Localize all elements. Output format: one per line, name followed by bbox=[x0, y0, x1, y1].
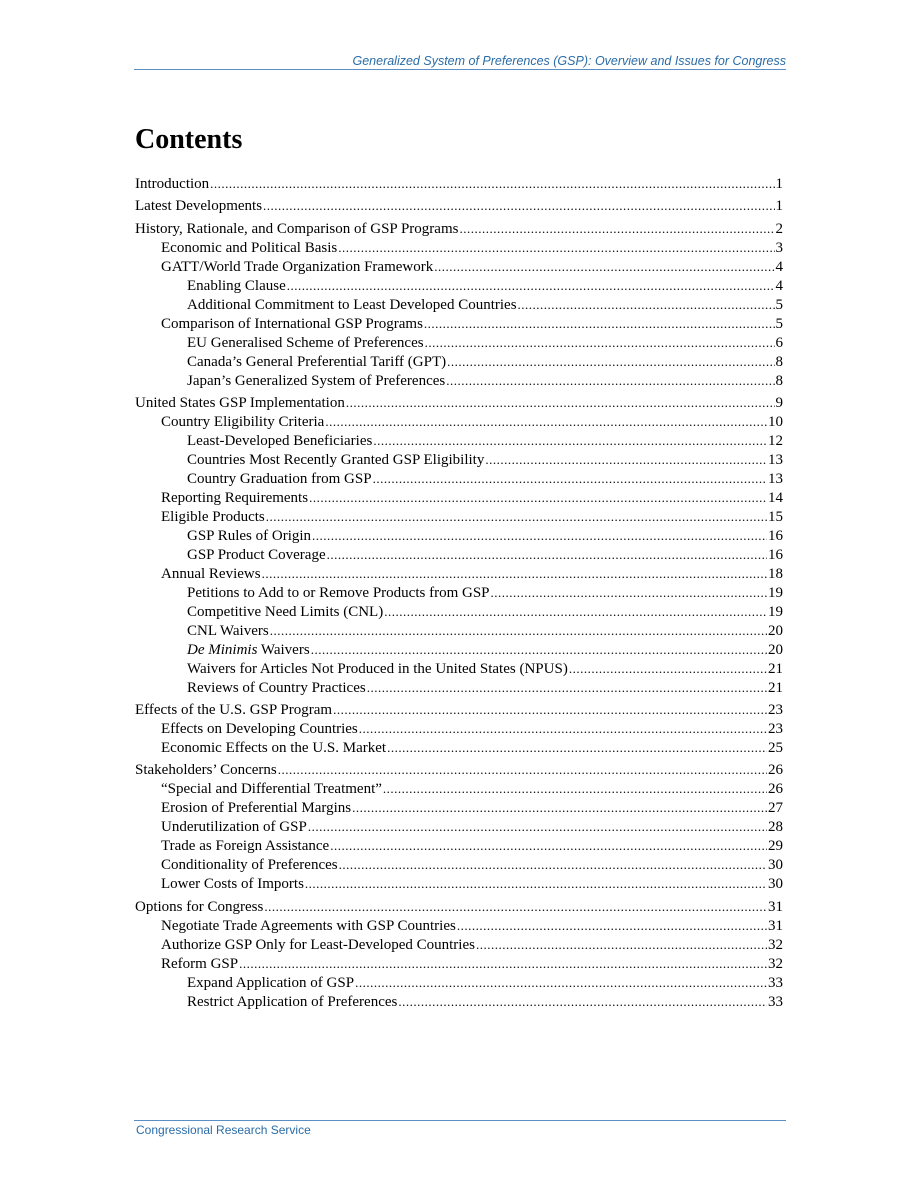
toc-entry[interactable] bbox=[135, 874, 783, 893]
toc-entry-title: EU Generalised Scheme of Preferences bbox=[187, 334, 424, 351]
toc-entry-title-rest: Waivers bbox=[257, 641, 310, 658]
toc-entry-page: 23 bbox=[768, 702, 783, 719]
toc-entry[interactable] bbox=[135, 238, 783, 257]
toc-entry-title: Reviews of Country Practices bbox=[187, 679, 366, 696]
toc-entry-page: 19 bbox=[768, 603, 783, 620]
toc-entry-page: 1 bbox=[775, 176, 783, 192]
toc-entry-leader bbox=[287, 276, 775, 295]
toc-entry-leader bbox=[569, 659, 767, 678]
toc-entry-title: Country Graduation from GSP bbox=[187, 470, 372, 487]
toc-entry-leader bbox=[266, 507, 767, 526]
toc-entry-title: Latest Developments bbox=[135, 198, 263, 215]
toc-entry-leader bbox=[352, 798, 767, 817]
toc-entry-title: Japan’s Generalized System of Preferences bbox=[187, 372, 446, 389]
toc-entry-title: Stakeholders’ Concerns bbox=[135, 762, 277, 779]
toc-entry-leader bbox=[264, 897, 767, 916]
toc-entry-leader bbox=[457, 916, 767, 935]
toc-entry-title: GSP Rules of Origin bbox=[187, 527, 312, 544]
toc-entry-leader bbox=[373, 431, 767, 450]
toc-entry-leader bbox=[325, 412, 767, 431]
toc-entry[interactable] bbox=[135, 545, 783, 564]
toc-entry[interactable] bbox=[135, 738, 783, 757]
table-of-contents bbox=[135, 174, 783, 1011]
toc-entry[interactable] bbox=[135, 257, 783, 276]
toc-entry[interactable] bbox=[135, 973, 783, 992]
toc-entry-leader bbox=[338, 238, 774, 257]
toc-entry-leader bbox=[459, 219, 774, 238]
toc-entry-leader bbox=[239, 954, 767, 973]
toc-entry-leader bbox=[446, 371, 774, 390]
toc-entry-leader bbox=[327, 545, 767, 564]
toc-entry[interactable] bbox=[135, 450, 783, 469]
toc-entry-leader bbox=[346, 393, 775, 412]
toc-entry[interactable] bbox=[135, 992, 783, 1011]
toc-entry-title: Trade as Foreign Assistance bbox=[161, 838, 330, 855]
toc-entry-page: 33 bbox=[768, 993, 783, 1010]
toc-entry[interactable] bbox=[135, 855, 783, 874]
toc-entry-leader bbox=[398, 992, 767, 1011]
toc-entry-page: 31 bbox=[768, 898, 783, 915]
toc-entry-title: Expand Application of GSP bbox=[187, 974, 355, 991]
toc-entry-title: Waivers for Articles Not Produced in the United States (NPUS) bbox=[187, 660, 568, 677]
toc-entry[interactable] bbox=[135, 779, 783, 798]
toc-entry-title: Economic Effects on the U.S. Market bbox=[161, 740, 387, 757]
toc-entry-title: GATT/World Trade Organization Framework bbox=[161, 258, 434, 275]
toc-entry-title: Least-Developed Beneficiaries bbox=[187, 432, 373, 449]
toc-entry-leader bbox=[312, 526, 767, 545]
toc-entry-title: Effects on Developing Countries bbox=[161, 721, 358, 738]
toc-entry-leader bbox=[270, 621, 767, 640]
toc-entry-page: 12 bbox=[768, 432, 783, 449]
toc-entry-title: Countries Most Recently Granted GSP Eligibility bbox=[187, 451, 485, 468]
toc-entry[interactable] bbox=[135, 333, 783, 352]
toc-entry[interactable] bbox=[135, 431, 783, 450]
toc-entry-leader bbox=[367, 678, 767, 697]
toc-entry-title: Competitive Need Limits (CNL) bbox=[187, 603, 384, 620]
toc-entry-page: 6 bbox=[775, 334, 783, 351]
toc-entry-page: 25 bbox=[768, 740, 783, 757]
toc-entry[interactable] bbox=[135, 393, 783, 412]
toc-entry-title: Lower Costs of Imports bbox=[161, 876, 304, 893]
toc-entry[interactable] bbox=[135, 897, 783, 916]
toc-entry-title: Introduction bbox=[135, 176, 210, 192]
toc-entry-leader bbox=[425, 333, 775, 352]
toc-entry-leader bbox=[434, 257, 774, 276]
toc-entry-page: 29 bbox=[768, 838, 783, 855]
toc-entry-leader bbox=[308, 817, 767, 836]
toc-entry-title: Comparison of International GSP Programs bbox=[161, 315, 423, 332]
toc-entry[interactable] bbox=[135, 469, 783, 488]
toc-entry-page: 4 bbox=[775, 258, 783, 275]
toc-entry[interactable] bbox=[135, 836, 783, 855]
toc-entry[interactable] bbox=[135, 276, 783, 295]
toc-entry-page: 3 bbox=[775, 239, 783, 256]
toc-entry-page: 26 bbox=[768, 781, 783, 798]
toc-entry-leader bbox=[262, 564, 767, 583]
toc-entry[interactable] bbox=[135, 621, 783, 640]
toc-entry-title: Restrict Application of Preferences bbox=[187, 993, 398, 1010]
toc-entry-page: 28 bbox=[768, 819, 783, 836]
contents-heading: Contents bbox=[135, 124, 243, 155]
toc-entry[interactable] bbox=[135, 760, 783, 779]
toc-entry-title: Negotiate Trade Agreements with GSP Countries bbox=[161, 917, 456, 934]
toc-entry-title: Authorize GSP Only for Least-Developed Countries bbox=[161, 936, 475, 953]
toc-entry-page: 8 bbox=[775, 353, 783, 370]
toc-entry-title: Canada’s General Preferential Tariff (GPT) bbox=[187, 353, 447, 370]
toc-entry-leader bbox=[305, 874, 767, 893]
toc-entry[interactable] bbox=[135, 583, 783, 602]
toc-entry-leader bbox=[311, 640, 767, 659]
toc-entry-leader bbox=[263, 196, 774, 215]
toc-entry-page: 33 bbox=[768, 974, 783, 991]
toc-entry-page: 15 bbox=[768, 508, 783, 525]
toc-entry-page: 32 bbox=[768, 955, 783, 972]
toc-entry-title-italic: De Minimis bbox=[187, 641, 258, 658]
toc-entry-title: Enabling Clause bbox=[187, 277, 286, 294]
toc-entry-title: Reform GSP bbox=[161, 955, 239, 972]
footer-rule bbox=[134, 1120, 786, 1121]
toc-entry-page: 9 bbox=[775, 394, 783, 411]
toc-entry-leader bbox=[485, 450, 767, 469]
toc-entry-leader bbox=[210, 174, 774, 193]
toc-entry[interactable] bbox=[135, 564, 783, 583]
toc-entry-page: 31 bbox=[768, 917, 783, 934]
toc-entry-title: Effects of the U.S. GSP Program bbox=[135, 702, 333, 719]
toc-entry-leader bbox=[387, 738, 767, 757]
toc-entry-title: Erosion of Preferential Margins bbox=[161, 800, 352, 817]
toc-entry[interactable] bbox=[135, 526, 783, 545]
toc-entry-title: Reporting Requirements bbox=[161, 489, 309, 506]
toc-entry-page: 16 bbox=[768, 546, 783, 563]
toc-entry[interactable] bbox=[135, 954, 783, 973]
toc-entry-page: 5 bbox=[775, 296, 783, 313]
toc-entry-page: 27 bbox=[768, 800, 783, 817]
toc-entry-leader bbox=[330, 836, 767, 855]
toc-entry-title: Petitions to Add to or Remove Products from GSP bbox=[187, 584, 490, 601]
toc-entry-leader bbox=[333, 700, 767, 719]
toc-entry-title: CNL Waivers bbox=[187, 622, 269, 639]
toc-entry-title: Underutilization of GSP bbox=[161, 819, 307, 836]
toc-entry[interactable] bbox=[135, 314, 783, 333]
toc-entry[interactable] bbox=[135, 371, 783, 390]
toc-entry-leader bbox=[339, 855, 767, 874]
toc-entry-leader bbox=[384, 602, 767, 621]
toc-entry-leader bbox=[447, 352, 774, 371]
toc-entry[interactable] bbox=[135, 295, 783, 314]
toc-entry-leader bbox=[491, 583, 767, 602]
header-rule bbox=[134, 69, 786, 70]
toc-entry-page: 21 bbox=[768, 660, 783, 677]
toc-entry[interactable] bbox=[135, 700, 783, 719]
toc-entry[interactable] bbox=[135, 507, 783, 526]
toc-entry-page: 14 bbox=[768, 489, 783, 506]
toc-entry[interactable] bbox=[135, 412, 783, 431]
toc-entry-page: 30 bbox=[768, 857, 783, 874]
toc-entry-leader bbox=[373, 469, 767, 488]
toc-entry[interactable] bbox=[135, 196, 783, 215]
toc-entry-leader bbox=[476, 935, 767, 954]
toc-entry[interactable] bbox=[135, 817, 783, 836]
toc-entry-title: Country Eligibility Criteria bbox=[161, 413, 325, 430]
toc-entry-leader bbox=[309, 488, 767, 507]
toc-entry-title: GSP Product Coverage bbox=[187, 546, 326, 563]
toc-entry-title: History, Rationale, and Comparison of GSP Programs bbox=[135, 220, 459, 237]
toc-entry-leader bbox=[359, 719, 767, 738]
toc-entry-page: 4 bbox=[775, 277, 783, 294]
toc-entry-page: 18 bbox=[768, 565, 783, 582]
toc-entry-title: United States GSP Implementation bbox=[135, 394, 345, 411]
toc-entry-page: 1 bbox=[775, 198, 783, 215]
toc-entry[interactable] bbox=[135, 640, 783, 659]
toc-entry-page: 30 bbox=[768, 876, 783, 893]
toc-entry-title: Annual Reviews bbox=[161, 565, 261, 582]
toc-entry-page: 2 bbox=[775, 220, 783, 237]
toc-entry[interactable] bbox=[135, 798, 783, 817]
toc-entry-page: 13 bbox=[768, 470, 783, 487]
toc-entry[interactable] bbox=[135, 678, 783, 697]
toc-entry[interactable] bbox=[135, 719, 783, 738]
toc-entry-title: Economic and Political Basis bbox=[161, 239, 338, 256]
toc-entry-title: Options for Congress bbox=[135, 898, 264, 915]
toc-entry[interactable] bbox=[135, 916, 783, 935]
toc-entry-page: 21 bbox=[768, 679, 783, 696]
toc-entry-leader bbox=[518, 295, 775, 314]
toc-entry-page: 10 bbox=[768, 413, 783, 430]
toc-entry-page: 8 bbox=[775, 372, 783, 389]
toc-entry-title: “Special and Differential Treatment” bbox=[161, 781, 382, 798]
toc-entry-page: 23 bbox=[768, 721, 783, 738]
toc-entry-leader bbox=[383, 779, 767, 798]
toc-entry-page: 32 bbox=[768, 936, 783, 953]
toc-entry-page: 20 bbox=[768, 622, 783, 639]
toc-entry[interactable] bbox=[135, 488, 783, 507]
toc-entry-page: 5 bbox=[775, 315, 783, 332]
toc-entry-title: Eligible Products bbox=[161, 508, 265, 525]
toc-entry[interactable] bbox=[135, 935, 783, 954]
running-header-title: Generalized System of Preferences (GSP): Overview and Issues for Congress bbox=[352, 54, 786, 68]
toc-entry-page: 19 bbox=[768, 584, 783, 601]
toc-entry-leader bbox=[355, 973, 767, 992]
toc-entry[interactable] bbox=[135, 219, 783, 238]
toc-entry-page: 16 bbox=[768, 527, 783, 544]
toc-entry[interactable] bbox=[135, 602, 783, 621]
toc-entry-title bbox=[187, 641, 310, 660]
toc-entry-page: 20 bbox=[768, 641, 783, 658]
footer-text: Congressional Research Service bbox=[136, 1123, 311, 1137]
toc-entry-leader bbox=[278, 760, 767, 779]
toc-entry-page: 26 bbox=[768, 762, 783, 779]
toc-entry-page: 13 bbox=[768, 451, 783, 468]
toc-entry[interactable] bbox=[135, 352, 783, 371]
toc-entry-title: Conditionality of Preferences bbox=[161, 857, 338, 874]
toc-entry-leader bbox=[424, 314, 775, 333]
toc-entry[interactable] bbox=[135, 174, 783, 193]
toc-entry-title: Additional Commitment to Least Developed Countries bbox=[187, 296, 517, 313]
toc-entry[interactable] bbox=[135, 659, 783, 678]
